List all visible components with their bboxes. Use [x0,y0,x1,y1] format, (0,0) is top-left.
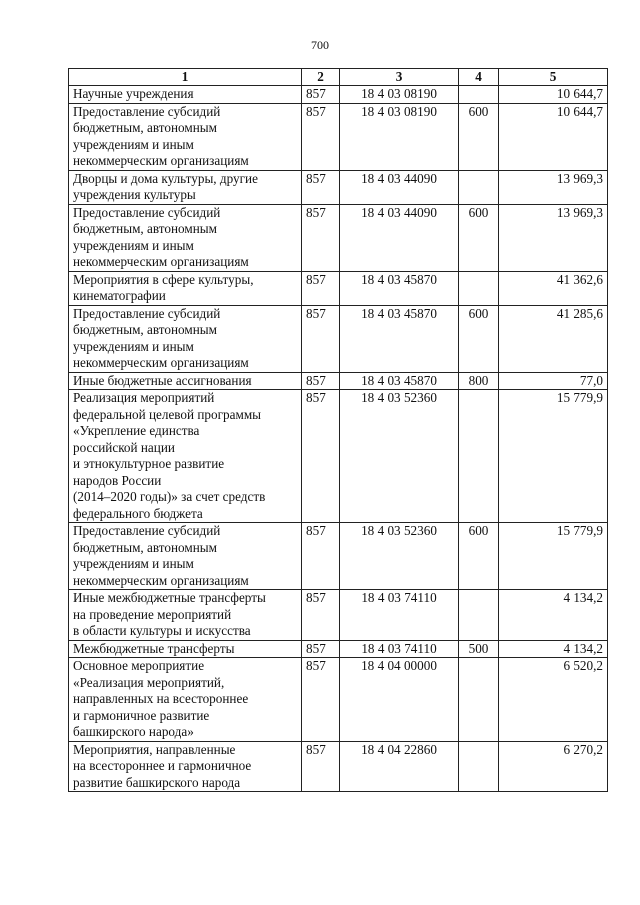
row-amount: 4 134,2 [499,590,608,641]
table-row [69,271,608,305]
row-code: 18 4 03 52360 [340,523,459,590]
row-vr [459,590,499,641]
row-name: Предоставление субсидий бюджетным, автономным учреждениям и иным некоммерческим организациям [69,305,302,372]
header-col-4: 4 [459,69,499,86]
row-vr: 600 [459,103,499,170]
row-amount: 6 270,2 [499,741,608,792]
row-code: 18 4 03 44090 [340,204,459,271]
row-code: 18 4 03 08190 [340,103,459,170]
row-gr: 857 [302,741,340,792]
row-name: Мероприятия в сфере культуры, кинематографии [69,271,302,305]
row-amount: 41 362,6 [499,271,608,305]
row-vr [459,658,499,742]
table-row [69,170,608,204]
row-code: 18 4 03 45870 [340,271,459,305]
row-code: 18 4 03 08190 [340,86,459,104]
row-name: Дворцы и дома культуры, другие учреждения культуры [69,170,302,204]
table-row [69,590,608,641]
header-row [69,69,608,86]
row-vr: 600 [459,523,499,590]
row-vr: 600 [459,204,499,271]
row-amount: 10 644,7 [499,86,608,104]
row-code: 18 4 03 74110 [340,640,459,658]
row-gr: 857 [302,103,340,170]
row-amount: 77,0 [499,372,608,390]
row-code: 18 4 03 45870 [340,372,459,390]
table-row [69,372,608,390]
row-vr [459,170,499,204]
row-gr: 857 [302,658,340,742]
row-vr: 600 [459,305,499,372]
row-code: 18 4 03 45870 [340,305,459,372]
header-col-3: 3 [340,69,459,86]
row-code: 18 4 04 00000 [340,658,459,742]
header-col-5: 5 [499,69,608,86]
table-row [69,640,608,658]
row-vr [459,741,499,792]
row-gr: 857 [302,590,340,641]
row-name: Межбюджетные трансферты [69,640,302,658]
row-vr [459,271,499,305]
row-name: Предоставление субсидий бюджетным, автономным учреждениям и иным некоммерческим организациям [69,204,302,271]
row-vr [459,390,499,523]
row-amount: 15 779,9 [499,390,608,523]
row-gr: 857 [302,271,340,305]
table-row [69,86,608,104]
row-name: Реализация мероприятий федеральной целевой программы «Укрепление единства российской нации и этнокультурное развитие народов России (2014–2020 годы)» за счет средств федерального бюджета [69,390,302,523]
row-gr: 857 [302,640,340,658]
row-name: Предоставление субсидий бюджетным, автономным учреждениям и иным некоммерческим организациям [69,523,302,590]
row-amount: 10 644,7 [499,103,608,170]
row-vr: 500 [459,640,499,658]
row-gr: 857 [302,523,340,590]
row-name: Иные бюджетные ассигнования [69,372,302,390]
table-row [69,305,608,372]
row-name: Предоставление субсидий бюджетным, автономным учреждениям и иным некоммерческим организациям [69,103,302,170]
table-row [69,523,608,590]
row-code: 18 4 03 52360 [340,390,459,523]
row-amount: 13 969,3 [499,170,608,204]
row-amount: 4 134,2 [499,640,608,658]
table-row [69,741,608,792]
row-amount: 6 520,2 [499,658,608,742]
table-row [69,204,608,271]
budget-table [68,68,608,792]
table-row [69,390,608,523]
row-gr: 857 [302,170,340,204]
row-code: 18 4 04 22860 [340,741,459,792]
row-name: Мероприятия, направленные на всестороннее и гармоничное развитие башкирского народа [69,741,302,792]
row-vr: 800 [459,372,499,390]
row-gr: 857 [302,305,340,372]
page-number: 700 [311,38,329,52]
row-vr [459,86,499,104]
header-col-1: 1 [69,69,302,86]
row-code: 18 4 03 44090 [340,170,459,204]
header-col-2: 2 [302,69,340,86]
row-name: Иные межбюджетные трансферты на проведение мероприятий в области культуры и искусства [69,590,302,641]
row-amount: 13 969,3 [499,204,608,271]
row-name: Научные учреждения [69,86,302,104]
row-gr: 857 [302,86,340,104]
row-amount: 15 779,9 [499,523,608,590]
row-name: Основное мероприятие «Реализация мероприятий, направленных на всестороннее и гармоничное развитие башкирского народа» [69,658,302,742]
table-row [69,103,608,170]
row-code: 18 4 03 74110 [340,590,459,641]
row-gr: 857 [302,390,340,523]
row-gr: 857 [302,204,340,271]
row-gr: 857 [302,372,340,390]
row-amount: 41 285,6 [499,305,608,372]
table-row [69,658,608,742]
